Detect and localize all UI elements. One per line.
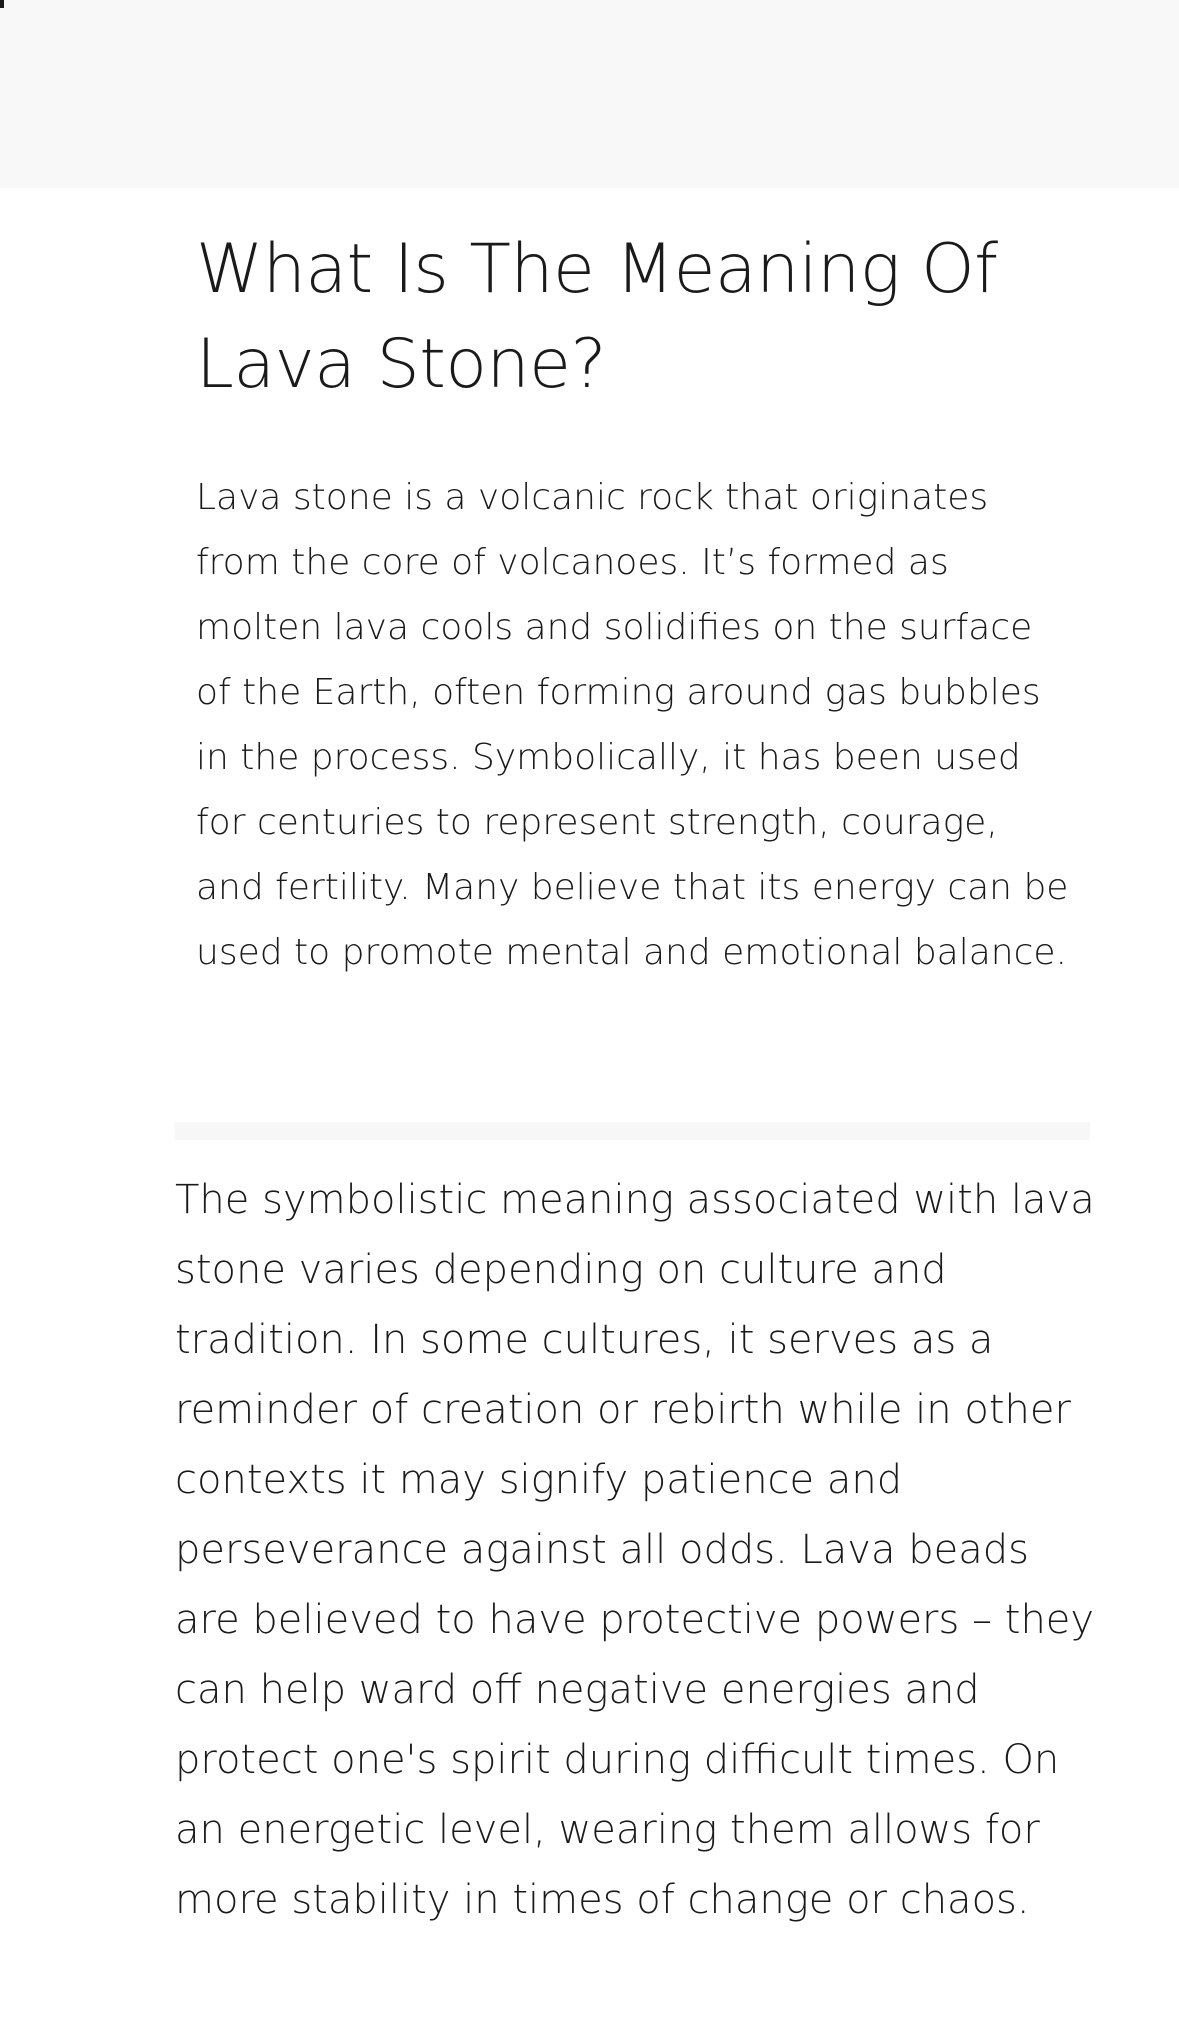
top-bar bbox=[0, 0, 1179, 188]
section-divider bbox=[175, 1122, 1090, 1140]
article-intro-paragraph: Lava stone is a volcanic rock that originates from the core of volcanoes. It’s formed as molten lava cools and solidifies on the surface of the Earth, often forming around gas bubbles in the process. Symbolically, it has been used for centuries to represent strength, courage, and fertility. Many believe that its energy can be used to promote mental and emotional balance. bbox=[196, 477, 1069, 973]
article-body-paragraph: The symbolistic meaning associated with lava stone varies depending on culture and tradition. In some cultures, it serves as a reminder of creation or rebirth while in other contexts it may signify patience and perseverance against all odds. Lava beads are believed to have protective powers – they can help ward off negative energies and protect one's spirit during difficult times. On an energetic level, wearing them allows for more stability in times of change or chaos. bbox=[175, 1177, 1095, 1923]
corner-mark bbox=[0, 0, 4, 8]
article-heading: What Is The Meaning Of Lava Stone? bbox=[196, 230, 998, 404]
